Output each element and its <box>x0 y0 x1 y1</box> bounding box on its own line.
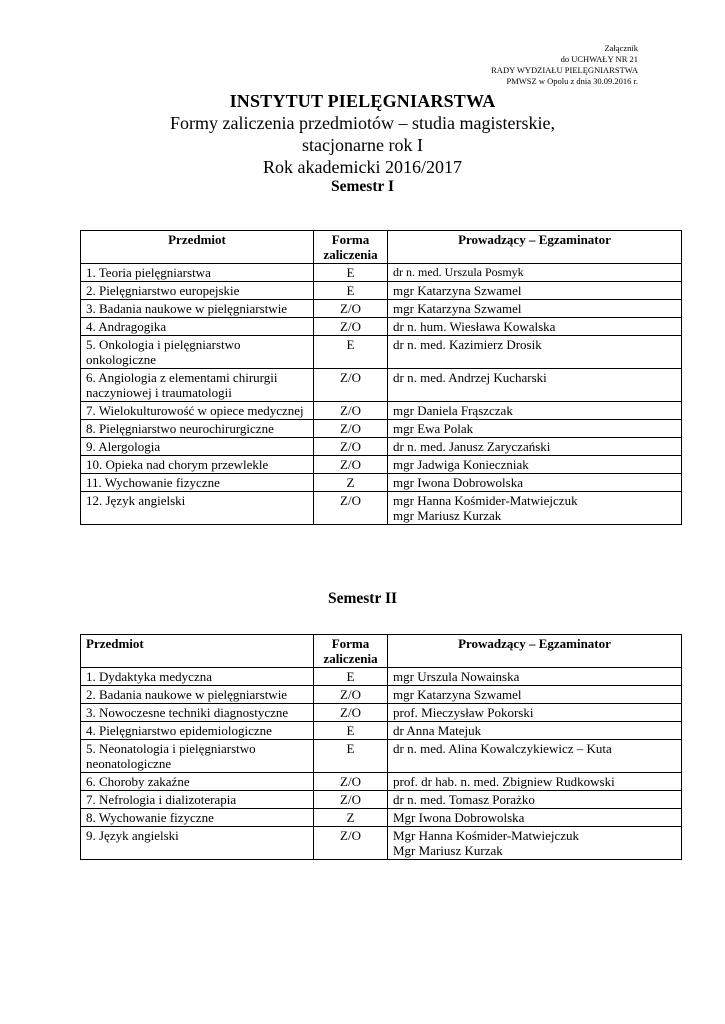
column-header-subject: Przedmiot <box>81 231 314 264</box>
institute-title: INSTYTUT PIELĘGNIARSTWA <box>229 91 496 111</box>
semester-2-title: Semestr II <box>327 590 398 607</box>
teacher-name: mgr Mariusz Kurzak <box>393 508 502 523</box>
table-row <box>81 492 682 525</box>
teacher-cell <box>388 686 682 704</box>
subject-cell: 7. Wielokulturowość w opiece medycznej <box>81 402 314 420</box>
teacher-name: mgr Jadwiga Konieczniak <box>393 457 529 472</box>
table-row <box>81 704 682 722</box>
table-row <box>81 336 682 369</box>
form-cell: Z/O <box>314 438 388 456</box>
teacher-name: Mgr Mariusz Kurzak <box>393 843 503 858</box>
teacher-name: mgr Urszula Nowainska <box>393 669 520 684</box>
subject-cell: 5. Neonatologia i pielęgniarstwo neonatologiczne <box>81 740 314 773</box>
table-row <box>81 369 682 402</box>
teacher-cell <box>388 402 682 420</box>
teacher-cell <box>388 336 682 369</box>
teacher-cell <box>388 474 682 492</box>
subject-cell: 8. Pielęgniarstwo neurochirurgiczne <box>81 420 314 438</box>
form-cell: Z/O <box>314 827 388 860</box>
teacher-cell <box>388 420 682 438</box>
attachment-line: PMWSZ w Opolu z dnia 30.09.2016 r. <box>506 76 638 86</box>
subject-cell: 9. Alergologia <box>81 438 314 456</box>
teacher-cell <box>388 668 682 686</box>
table-row <box>81 773 682 791</box>
form-cell: Z <box>314 474 388 492</box>
subject-cell: 4. Pielęgniarstwo epidemiologiczne <box>81 722 314 740</box>
teacher-cell <box>388 456 682 474</box>
teacher-cell <box>388 773 682 791</box>
teacher-name: dr n. med. Andrzej Kucharski <box>393 370 547 385</box>
attachment-line: Załącznik <box>604 43 638 53</box>
teacher-name: mgr Daniela Frąszczak <box>393 403 513 418</box>
teacher-cell <box>388 704 682 722</box>
subject-cell: 11. Wychowanie fizyczne <box>81 474 314 492</box>
subject-cell: 5. Onkologia i pielęgniarstwo onkologiczne <box>81 336 314 369</box>
semester-2-rows <box>81 668 682 860</box>
teacher-name: dr Anna Matejuk <box>393 723 482 738</box>
teacher-cell <box>388 827 682 860</box>
table-row <box>81 809 682 827</box>
form-cell: Z/O <box>314 686 388 704</box>
form-cell: Z/O <box>314 369 388 402</box>
table-row <box>81 264 682 282</box>
form-cell: Z/O <box>314 704 388 722</box>
form-cell: E <box>314 740 388 773</box>
teacher-cell <box>388 740 682 773</box>
form-cell: E <box>314 722 388 740</box>
document-subtitle-line: stacjonarne rok I <box>302 135 423 155</box>
teacher-name: Mgr Iwona Dobrowolska <box>393 810 525 825</box>
teacher-name: mgr Hanna Kośmider-Matwiejczuk <box>393 493 578 508</box>
semester-1-table <box>80 230 682 525</box>
table-row <box>81 722 682 740</box>
teacher-name: mgr Iwona Dobrowolska <box>393 475 523 490</box>
table-row <box>81 740 682 773</box>
teacher-cell <box>388 369 682 402</box>
column-header-subject: Przedmiot <box>81 635 314 668</box>
subject-cell: 2. Badania naukowe w pielęgniarstwie <box>81 686 314 704</box>
document-subtitle: Formy zaliczenia przedmiotów – studia magisterskie, <box>170 113 555 133</box>
form-cell: Z/O <box>314 318 388 336</box>
teacher-name: mgr Ewa Polak <box>393 421 474 436</box>
subject-cell: 3. Badania naukowe w pielęgniarstwie <box>81 300 314 318</box>
form-cell: Z <box>314 809 388 827</box>
semester-1-title: Semestr I <box>331 178 394 195</box>
teacher-name: mgr Katarzyna Szwamel <box>393 687 522 702</box>
subject-cell: 3. Nowoczesne techniki diagnostyczne <box>81 704 314 722</box>
subject-cell: 10. Opieka nad chorym przewlekle <box>81 456 314 474</box>
subject-cell: 2. Pielęgniarstwo europejskie <box>81 282 314 300</box>
teacher-name: prof. Mieczysław Pokorski <box>393 705 534 720</box>
column-header-teacher: Prowadzący – Egzaminator <box>388 635 682 668</box>
form-cell: Z/O <box>314 791 388 809</box>
teacher-cell <box>388 722 682 740</box>
subject-cell: 7. Nefrologia i dializoterapia <box>81 791 314 809</box>
academic-year: Rok akademicki 2016/2017 <box>263 157 462 177</box>
form-cell: E <box>314 264 388 282</box>
form-cell: E <box>314 282 388 300</box>
table-row <box>81 456 682 474</box>
attachment-line: do UCHWAŁY NR 21 <box>560 54 638 64</box>
subject-cell: 9. Język angielski <box>81 827 314 860</box>
form-cell: Z/O <box>314 300 388 318</box>
subject-cell: 1. Teoria pielęgniarstwa <box>81 264 314 282</box>
table-row <box>81 438 682 456</box>
table-row <box>81 827 682 860</box>
form-cell: Z/O <box>314 402 388 420</box>
table-row <box>81 300 682 318</box>
teacher-name: prof. dr hab. n. med. Zbigniew Rudkowski <box>393 774 615 789</box>
teacher-name: mgr Katarzyna Szwamel <box>393 283 522 298</box>
subject-cell: 12. Język angielski <box>81 492 314 525</box>
teacher-name: dr n. med. Kazimierz Drosik <box>393 337 542 352</box>
subject-cell: 6. Choroby zakaźne <box>81 773 314 791</box>
table-row <box>81 668 682 686</box>
table-row <box>81 791 682 809</box>
teacher-cell <box>388 809 682 827</box>
semester-2-table <box>80 634 682 860</box>
form-cell: Z/O <box>314 492 388 525</box>
column-header-teacher: Prowadzący – Egzaminator <box>388 231 682 264</box>
teacher-name: dr n. med. Tomasz Porażko <box>393 792 535 807</box>
subject-cell: 4. Andragogika <box>81 318 314 336</box>
attachment-line: RADY WYDZIAŁU PIELĘGNIARSTWA <box>491 65 638 75</box>
table-row <box>81 420 682 438</box>
form-cell: E <box>314 336 388 369</box>
attachment-note <box>491 43 638 87</box>
subject-cell: 1. Dydaktyka medyczna <box>81 668 314 686</box>
document-header <box>0 90 725 178</box>
table-row <box>81 402 682 420</box>
table-header-row <box>81 231 682 264</box>
form-cell: Z/O <box>314 420 388 438</box>
teacher-name: Mgr Hanna Kośmider-Matwiejczuk <box>393 828 580 843</box>
table-row <box>81 474 682 492</box>
teacher-cell <box>388 300 682 318</box>
teacher-name: dr n. hum. Wiesława Kowalska <box>393 319 556 334</box>
table-row <box>81 686 682 704</box>
teacher-cell <box>388 791 682 809</box>
form-cell: Z/O <box>314 773 388 791</box>
form-cell: Z/O <box>314 456 388 474</box>
teacher-name: dr n. med. Janusz Zaryczański <box>393 439 551 454</box>
teacher-cell <box>388 492 682 525</box>
column-header-form: Forma zaliczenia <box>314 635 388 668</box>
column-header-form: Forma zaliczenia <box>314 231 388 264</box>
teacher-cell <box>388 264 682 282</box>
table-row <box>81 318 682 336</box>
teacher-name: dr n. med. Urszula Posmyk <box>393 265 524 279</box>
table-header-row <box>81 635 682 668</box>
teacher-name: dr n. med. Alina Kowalczykiewicz – Kuta <box>393 741 612 756</box>
table-row <box>81 282 682 300</box>
teacher-cell <box>388 438 682 456</box>
teacher-name: mgr Katarzyna Szwamel <box>393 301 522 316</box>
teacher-cell <box>388 282 682 300</box>
teacher-cell <box>388 318 682 336</box>
subject-cell: 8. Wychowanie fizyczne <box>81 809 314 827</box>
subject-cell: 6. Angiologia z elementami chirurgii naczyniowej i traumatologii <box>81 369 314 402</box>
semester-1-rows <box>81 264 682 525</box>
form-cell: E <box>314 668 388 686</box>
